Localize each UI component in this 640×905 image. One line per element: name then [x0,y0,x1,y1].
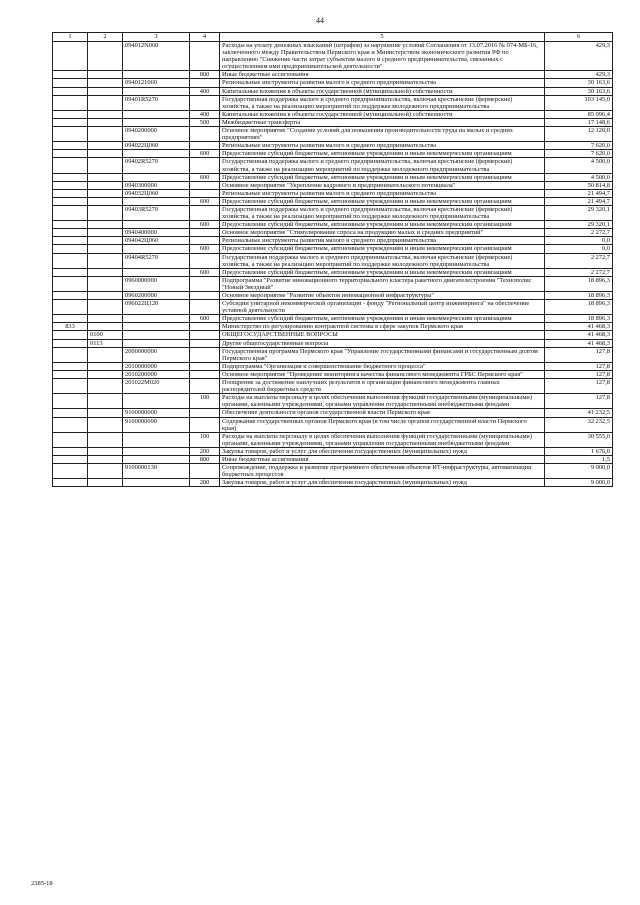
section-code-cell [88,409,123,417]
amount-cell: 18 896,3 [545,276,613,291]
table-row [53,331,613,339]
table-row [53,229,613,237]
admin-code-cell [53,347,88,362]
section-code-cell [88,142,123,150]
description-cell: Закупка товаров, работ и услуг для обеспечения государственных (муниципальных) нужд [220,447,545,455]
table-row [53,417,613,432]
amount-cell: 0,0 [545,237,613,245]
table-row [53,315,613,323]
table-row [53,347,613,362]
section-code-cell [88,268,123,276]
section-code-cell [88,87,123,95]
amount-cell: 12 120,0 [545,127,613,142]
admin-code-cell [53,300,88,315]
amount-cell: 2 272,7 [545,229,613,237]
admin-code-cell [53,237,88,245]
table-header-row [53,33,613,42]
section-code-cell [88,370,123,378]
description-cell: Основное мероприятие "Стимулирование спроса на продукцию малых и средних предприятий" [220,229,545,237]
expense-type-cell [190,158,220,173]
section-code-cell [88,245,123,253]
description-cell: Основное мероприятие "Создание условий для повышения производительности труда на малых и средних предприятиях" [220,127,545,142]
section-code-cell [88,432,123,447]
target-article-cell: 09403R5270 [123,205,190,220]
table-row [53,447,613,455]
amount-cell: 18 896,3 [545,315,613,323]
footer-code: 2385-18 [31,880,53,887]
amount-cell: 127,8 [545,362,613,370]
amount-cell: 17 148,6 [545,118,613,126]
description-cell: Государственная поддержка малого и среднего предпринимательства, включая крестьянские (фермерские) хозяйства, а также на реализацию мероприятий по поддержке молодежного предпринимательства [220,253,545,268]
admin-code-cell [53,42,88,71]
header-cell: 6 [545,33,613,42]
target-article-cell [123,447,190,455]
section-code-cell [88,71,123,79]
table-row [53,323,613,331]
header-cell: 5 [220,33,545,42]
expense-type-cell [190,205,220,220]
admin-code-cell [53,379,88,394]
admin-code-cell [53,394,88,409]
target-article-cell [123,268,190,276]
table-row [53,110,613,118]
expense-type-cell [190,237,220,245]
section-code-cell [88,197,123,205]
expense-type-cell: 500 [190,118,220,126]
expense-type-cell [190,229,220,237]
amount-cell: 30 163,6 [545,79,613,87]
target-article-cell: 0940400000 [123,229,190,237]
section-code-cell [88,292,123,300]
table-row [53,197,613,205]
table-row [53,237,613,245]
table-row [53,221,613,229]
expense-type-cell [190,253,220,268]
target-article-cell [123,197,190,205]
amount-cell: 2 272,7 [545,268,613,276]
section-code-cell [88,394,123,409]
target-article-cell: 0940300000 [123,181,190,189]
table-row [53,362,613,370]
section-code-cell [88,150,123,158]
target-article-cell: 9100000130 [123,464,190,479]
table-row [53,432,613,447]
admin-code-cell: 833 [53,323,88,331]
table-row [53,245,613,253]
target-article-cell: 094022Ц060 [123,142,190,150]
description-cell: Региональные инструменты развития малого и среднего предпринимательства [220,142,545,150]
table-row [53,158,613,173]
amount-cell: 9 000,0 [545,464,613,479]
target-article-cell: 0960200000 [123,292,190,300]
amount-cell: 18 896,3 [545,292,613,300]
target-article-cell: 096022Ц120 [123,300,190,315]
section-code-cell [88,189,123,197]
target-article-cell: 09402R5270 [123,158,190,173]
expense-type-cell [190,370,220,378]
admin-code-cell [53,455,88,463]
target-article-cell [123,339,190,347]
section-code-cell [88,42,123,71]
section-code-cell [88,79,123,87]
target-article-cell: 0960000000 [123,276,190,291]
expense-type-cell [190,189,220,197]
description-cell: Капитальные вложения в объекты государственной (муниципальной) собственности [220,87,545,95]
target-article-cell [123,150,190,158]
target-article-cell [123,221,190,229]
expense-type-cell [190,42,220,71]
amount-cell: 18 896,3 [545,300,613,315]
expense-type-cell [190,181,220,189]
expense-type-cell [190,331,220,339]
admin-code-cell [53,158,88,173]
description-cell: Основное мероприятие "Развитие объектов инновационной инфраструктуры" [220,292,545,300]
table-row [53,127,613,142]
expense-type-cell [190,323,220,331]
target-article-cell: 9100000000 [123,409,190,417]
amount-cell: 2 272,7 [545,253,613,268]
section-code-cell [88,362,123,370]
table-row [53,142,613,150]
description-cell: Подпрограмма "Организация и совершенствование бюджетного процесса" [220,362,545,370]
description-cell: Содержание государственных органов Пермского края (в том числе органов государственной власти Пермского края) [220,417,545,432]
expense-type-cell: 200 [190,479,220,487]
target-article-cell: 201022М020 [123,379,190,394]
amount-cell: 4 500,0 [545,158,613,173]
target-article-cell [123,110,190,118]
page-number: 44 [316,16,324,25]
expense-type-cell [190,127,220,142]
section-code-cell [88,181,123,189]
amount-cell: 1,5 [545,455,613,463]
description-cell: Поощрение за достижение наилучших результатов в организации финансового менеджмента главных распорядителей бюджетных средств [220,379,545,394]
section-code-cell [88,379,123,394]
amount-cell: 29 320,1 [545,221,613,229]
description-cell: Другие общегосударственные вопросы [220,339,545,347]
description-cell: Предоставление субсидий бюджетным, автономным учреждениям и иным некоммерческим организациям [220,268,545,276]
expense-type-cell: 600 [190,197,220,205]
amount-cell: 41 232,5 [545,409,613,417]
target-article-cell [123,245,190,253]
section-code-cell [88,300,123,315]
description-cell: Обеспечение деятельности органов государственной власти Пермского края [220,409,545,417]
admin-code-cell [53,189,88,197]
table-row [53,42,613,71]
table-row [53,87,613,95]
description-cell: Межбюджетные трансферты [220,118,545,126]
expense-type-cell [190,409,220,417]
amount-cell: 127,8 [545,370,613,378]
section-code-cell [88,221,123,229]
description-cell: Государственная поддержка малого и среднего предпринимательства, включая крестьянские (фермерские) хозяйства, а также на реализацию мероприятий по поддержке молодежного предпринимательства [220,95,545,110]
expense-type-cell: 600 [190,245,220,253]
section-code-cell [88,229,123,237]
description-cell: Региональные инструменты развития малого и среднего предпринимательства [220,237,545,245]
header-cell: 2 [88,33,123,42]
target-article-cell [123,71,190,79]
table-row [53,464,613,479]
section-code-cell [88,158,123,173]
expense-type-cell [190,417,220,432]
admin-code-cell [53,245,88,253]
description-cell: Подпрограмма "Развитие инновационного территориального кластера ракетного двигателестроения "Технополис "Новый Звездный" [220,276,545,291]
target-article-cell: 094032Ц060 [123,189,190,197]
table-row [53,339,613,347]
admin-code-cell [53,142,88,150]
table-row [53,79,613,87]
description-cell: Предоставление субсидий бюджетным, автономным учреждениям и иным некоммерческим организациям [220,245,545,253]
admin-code-cell [53,173,88,181]
section-code-cell [88,127,123,142]
amount-cell: 29 320,1 [545,205,613,220]
admin-code-cell [53,447,88,455]
table-row [53,409,613,417]
expense-type-cell: 800 [190,71,220,79]
admin-code-cell [53,229,88,237]
budget-table [52,32,613,487]
amount-cell: 127,8 [545,347,613,362]
amount-cell: 21 494,7 [545,189,613,197]
admin-code-cell [53,315,88,323]
expense-type-cell [190,347,220,362]
table-row [53,455,613,463]
table-row [53,189,613,197]
section-code-cell [88,323,123,331]
target-article-cell: 9100000090 [123,417,190,432]
section-code-cell [88,447,123,455]
amount-cell: 4 500,0 [545,173,613,181]
amount-cell: 127,8 [545,379,613,394]
description-cell: Государственная поддержка малого и среднего предпринимательства, включая крестьянские (фермерские) хозяйства, а также на реализацию мероприятий по поддержке молодежного предпринимательства [220,158,545,173]
admin-code-cell [53,110,88,118]
admin-code-cell [53,292,88,300]
description-cell: Расходы на выплаты персоналу в целях обеспечения выполнения функций государственными (муниципальными) органами, казенными учреждениями, органами управления государственными внебюджетными фондами [220,432,545,447]
section-code-cell [88,417,123,432]
amount-cell: 32 232,5 [545,417,613,432]
section-code-cell: 0113 [88,339,123,347]
description-cell: Капитальные вложения в объекты государственной (муниципальной) собственности [220,110,545,118]
amount-cell: 41 468,3 [545,323,613,331]
admin-code-cell [53,205,88,220]
admin-code-cell [53,370,88,378]
expense-type-cell [190,339,220,347]
expense-type-cell [190,276,220,291]
amount-cell: 429,3 [545,42,613,71]
admin-code-cell [53,253,88,268]
expense-type-cell: 600 [190,315,220,323]
admin-code-cell [53,464,88,479]
admin-code-cell [53,197,88,205]
table-row [53,268,613,276]
target-article-cell: 094012N060 [123,42,190,71]
description-cell: Закупка товаров, работ и услуг для обеспечения государственных (муниципальных) нужд [220,479,545,487]
description-cell: Предоставление субсидий бюджетным, автономным учреждениям и иным некоммерческим организациям [220,150,545,158]
description-cell: Государственная поддержка малого и среднего предпринимательства, включая крестьянские (фермерские) хозяйства, а также на реализацию мероприятий по поддержке молодежного предпринимательства [220,205,545,220]
table-row [53,292,613,300]
expense-type-cell: 400 [190,110,220,118]
description-cell: Иные бюджетные ассигнования [220,455,545,463]
section-code-cell [88,479,123,487]
amount-cell: 85 996,4 [545,110,613,118]
description-cell: Расходы на выплаты персоналу в целях обеспечения выполнения функций государственными (муниципальными) органами, казенными учреждениями, органами управления государственными внебюджетными фондами [220,394,545,409]
table-row [53,173,613,181]
amount-cell: 127,8 [545,394,613,409]
expense-type-cell: 600 [190,173,220,181]
expense-type-cell: 600 [190,221,220,229]
section-code-cell: 0100 [88,331,123,339]
section-code-cell [88,173,123,181]
target-article-cell: 0940121060 [123,79,190,87]
admin-code-cell [53,127,88,142]
section-code-cell [88,237,123,245]
target-article-cell: 09401R5270 [123,95,190,110]
target-article-cell [123,118,190,126]
target-article-cell: 0940200000 [123,127,190,142]
expense-type-cell [190,300,220,315]
table-row [53,118,613,126]
expense-type-cell: 600 [190,150,220,158]
amount-cell: 103 145,0 [545,95,613,110]
admin-code-cell [53,71,88,79]
section-code-cell [88,253,123,268]
section-code-cell [88,455,123,463]
admin-code-cell [53,417,88,432]
amount-cell: 50 814,8 [545,181,613,189]
description-cell: Основное мероприятие "Проведение мониторинга качества финансового менеджмента ГРБС Пермского края" [220,370,545,378]
table-row [53,276,613,291]
table-row [53,479,613,487]
admin-code-cell [53,339,88,347]
description-cell: Предоставление субсидий бюджетным, автономным учреждениям и иным некоммерческим организациям [220,173,545,181]
amount-cell: 7 620,0 [545,142,613,150]
target-article-cell [123,315,190,323]
table-row [53,150,613,158]
description-cell: Сопровождение, поддержка и развитие программного обеспечения объектов ИТ-инфраструктуры, автоматизации бюджетных процессов [220,464,545,479]
target-article-cell: 2010000000 [123,362,190,370]
amount-cell: 1 676,0 [545,447,613,455]
expense-type-cell: 600 [190,268,220,276]
admin-code-cell [53,331,88,339]
description-cell: ОБЩЕГОСУДАРСТВЕННЫЕ ВОПРОСЫ [220,331,545,339]
section-code-cell [88,464,123,479]
admin-code-cell [53,150,88,158]
amount-cell: 429,3 [545,71,613,79]
expense-type-cell [190,95,220,110]
description-cell: Предоставление субсидий бюджетным, автономным учреждениям и иным некоммерческим организациям [220,315,545,323]
description-cell: Субсидии унитарной некоммерческой организации - фонду "Региональный центр инжиниринга" на обеспечение уставной деятельности [220,300,545,315]
amount-cell: 41 468,3 [545,331,613,339]
expense-type-cell [190,379,220,394]
section-code-cell [88,95,123,110]
table-row [53,95,613,110]
expense-type-cell [190,79,220,87]
section-code-cell [88,347,123,362]
admin-code-cell [53,409,88,417]
description-cell: Государственная программа Пермского края "Управление государственными финансами и государственным долгом Пермского края" [220,347,545,362]
target-article-cell [123,331,190,339]
admin-code-cell [53,221,88,229]
description-cell: Основное мероприятие "Укрепление кадрового и предпринимательского потенциала" [220,181,545,189]
target-article-cell [123,323,190,331]
amount-cell: 30 555,0 [545,432,613,447]
amount-cell: 9 000,0 [545,479,613,487]
expense-type-cell [190,464,220,479]
expense-type-cell: 800 [190,455,220,463]
admin-code-cell [53,268,88,276]
target-article-cell [123,479,190,487]
section-code-cell [88,276,123,291]
amount-cell: 21 494,7 [545,197,613,205]
target-article-cell [123,87,190,95]
header-cell: 3 [123,33,190,42]
header-cell: 1 [53,33,88,42]
admin-code-cell [53,95,88,110]
table-row [53,71,613,79]
section-code-cell [88,110,123,118]
expense-type-cell [190,292,220,300]
target-article-cell: 2000000000 [123,347,190,362]
target-article-cell [123,173,190,181]
table-row [53,379,613,394]
description-cell: Региональные инструменты развития малого и среднего предпринимательства [220,79,545,87]
admin-code-cell [53,181,88,189]
description-cell: Иные бюджетные ассигнования [220,71,545,79]
target-article-cell: 094042Ц060 [123,237,190,245]
expense-type-cell: 400 [190,87,220,95]
description-cell: Предоставление субсидий бюджетным, автономным учреждениям и иным некоммерческим организациям [220,221,545,229]
admin-code-cell [53,362,88,370]
admin-code-cell [53,432,88,447]
admin-code-cell [53,87,88,95]
admin-code-cell [53,276,88,291]
description-cell: Предоставление субсидий бюджетным, автономным учреждениям и иным некоммерческим организациям [220,197,545,205]
expense-type-cell: 100 [190,394,220,409]
table-row [53,253,613,268]
amount-cell: 30 163,6 [545,87,613,95]
table-row [53,181,613,189]
target-article-cell: 09404R5270 [123,253,190,268]
expense-type-cell: 100 [190,432,220,447]
amount-cell: 41 468,3 [545,339,613,347]
table-row [53,370,613,378]
expense-type-cell [190,142,220,150]
description-cell: Региональные инструменты развития малого и среднего предпринимательства [220,189,545,197]
header-cell: 4 [190,33,220,42]
expense-type-cell: 200 [190,447,220,455]
description-cell: Расходы на уплату денежных взысканий (штрафов) за нарушение условий Соглашения от 13.07.2016 № 074-МБ-16, заключенного между Правительством Пермского края и Министерством экономического развития РФ по направлению "Снижение части затрат субъектам малого и среднего предпринимательства, связанных с осуществлением ими предпринимательской деятельности" [220,42,545,71]
admin-code-cell [53,479,88,487]
target-article-cell [123,394,190,409]
table-row [53,205,613,220]
table-row [53,394,613,409]
target-article-cell [123,455,190,463]
section-code-cell [88,118,123,126]
target-article-cell: 2010200000 [123,370,190,378]
section-code-cell [88,205,123,220]
expense-type-cell [190,362,220,370]
admin-code-cell [53,118,88,126]
table-row [53,300,613,315]
admin-code-cell [53,79,88,87]
target-article-cell [123,432,190,447]
section-code-cell [88,315,123,323]
amount-cell: 7 620,0 [545,150,613,158]
description-cell: Министерство по регулированию контрактной системы в сфере закупок Пермского края [220,323,545,331]
amount-cell: 0,0 [545,245,613,253]
